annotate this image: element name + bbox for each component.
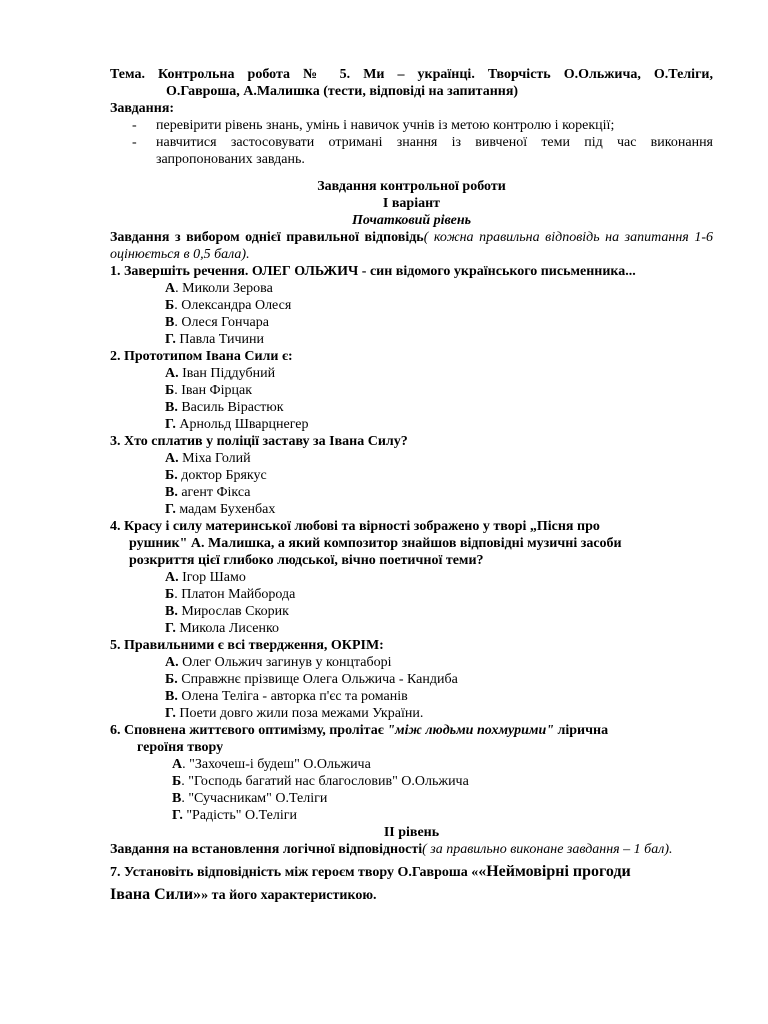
question-3: 3. Хто сплатив у поліції заставу за Івана Силу? [110,434,408,449]
option: В. Мирослав Скорик [165,604,289,619]
option: Б. Олександра Олеся [165,298,292,313]
instruction-italic: ( кожна правильна відповідь на запитання 1-6 оцінюється в 0,5 бала). [110,230,713,262]
option: В. Олена Теліга - авторка п'єс та романів [165,689,408,704]
option: Г. мадам Бухенбах [165,502,276,517]
task-item [110,117,713,134]
option: Г. Поети довго жили поза межами України. [165,706,424,721]
option: Г. "Радість" О.Теліги [172,808,297,823]
question-5: 5. Правильними є всі твердження, ОКРІМ: [110,638,384,653]
option: А. Олег Ольжич загинув у концтаборі [165,655,392,670]
option: В. Василь Вірастюк [165,400,284,415]
option: Г. Арнольд Шварцнегер [165,417,309,432]
option: Б. Платон Майборода [165,587,296,602]
option: Г. Павла Тичини [165,332,264,347]
option: Б. Іван Фірцак [165,383,253,398]
dash-bullet: - [132,135,137,150]
question-2: 2. Прототипом Івана Сили є: [110,349,293,364]
question-1: 1. Завершіть речення. ОЛЕГ ОЛЬЖИЧ - син відомого українського письменника... [110,264,636,279]
document-title-line1: Тема. Контрольна робота № 5. Ми – українці. Творчість О.Ольжича, О.Теліги, [110,67,713,82]
dash-bullet: - [132,118,137,133]
level-heading: Початковий рівень [351,213,471,228]
instruction-bold: Завдання з вибором однієї правильної відповідь [110,230,424,245]
option: Б. доктор Брякус [165,468,267,483]
option: А. Ігор Шамо [165,570,246,585]
variant-heading: І варіант [382,196,441,211]
option: Б. "Господь багатий нас благословив" О.Ольжича [172,774,469,789]
section-instruction [110,229,713,263]
option: А. "Захочеш-і будеш" О.Ольжича [172,757,371,772]
document-page [110,66,713,907]
question-6-line2: героїня твору [137,740,224,755]
level2-instruction: Завдання на встановлення логічної відповідності( за правильно виконане завдання – 1 бал). [110,842,673,857]
option: В. агент Фікса [165,485,251,500]
task-item [110,134,713,168]
option: Б. Справжнє прізвище Олега Ольжича - Кандиба [165,672,458,687]
task-text: навчитися застосовувати отримані знання із вивченої теми під час виконання запропонованих завдань. [156,135,713,167]
tasks-label: Завдання: [110,101,175,116]
option: А. Міха Голий [165,451,251,466]
question-4-line2: рушник" А. Малишка, а який композитор знайшов відповідні музичні засоби [129,536,622,551]
level2-heading: ІІ рівень [383,825,440,840]
question-7: 7. Установіть відповідність між героєм твору О.Гавроша ««Неймовірні прогоди Івана Сили»» та його характеристикою. [110,863,631,903]
option: Г. Микола Лисенко [165,621,280,636]
document-title-line2: О.Гавроша, А.Малишка (тести, відповіді на запитання) [166,84,519,99]
option: В. "Сучасникам" О.Теліги [172,791,328,806]
question-4-line3: розкриття цієї глибоко людської, вічно поетичної теми? [129,553,484,568]
section-heading: Завдання контрольної роботи [317,179,506,194]
option: А. Іван Піддубний [165,366,276,381]
task-text: перевірити рівень знань, умінь і навичок учнів із метою контролю і корекції; [156,118,615,133]
option: А. Миколи Зерова [165,281,273,296]
question-4-line1: 4. Красу і силу материнської любові та вірності зображено у творі „Пісня про [110,519,600,534]
option: В. Олеся Гончара [165,315,269,330]
question-6-line1: 6. Сповнена життєвого оптимізму, пролітає "між людьми похмурими" лірична [110,723,609,738]
